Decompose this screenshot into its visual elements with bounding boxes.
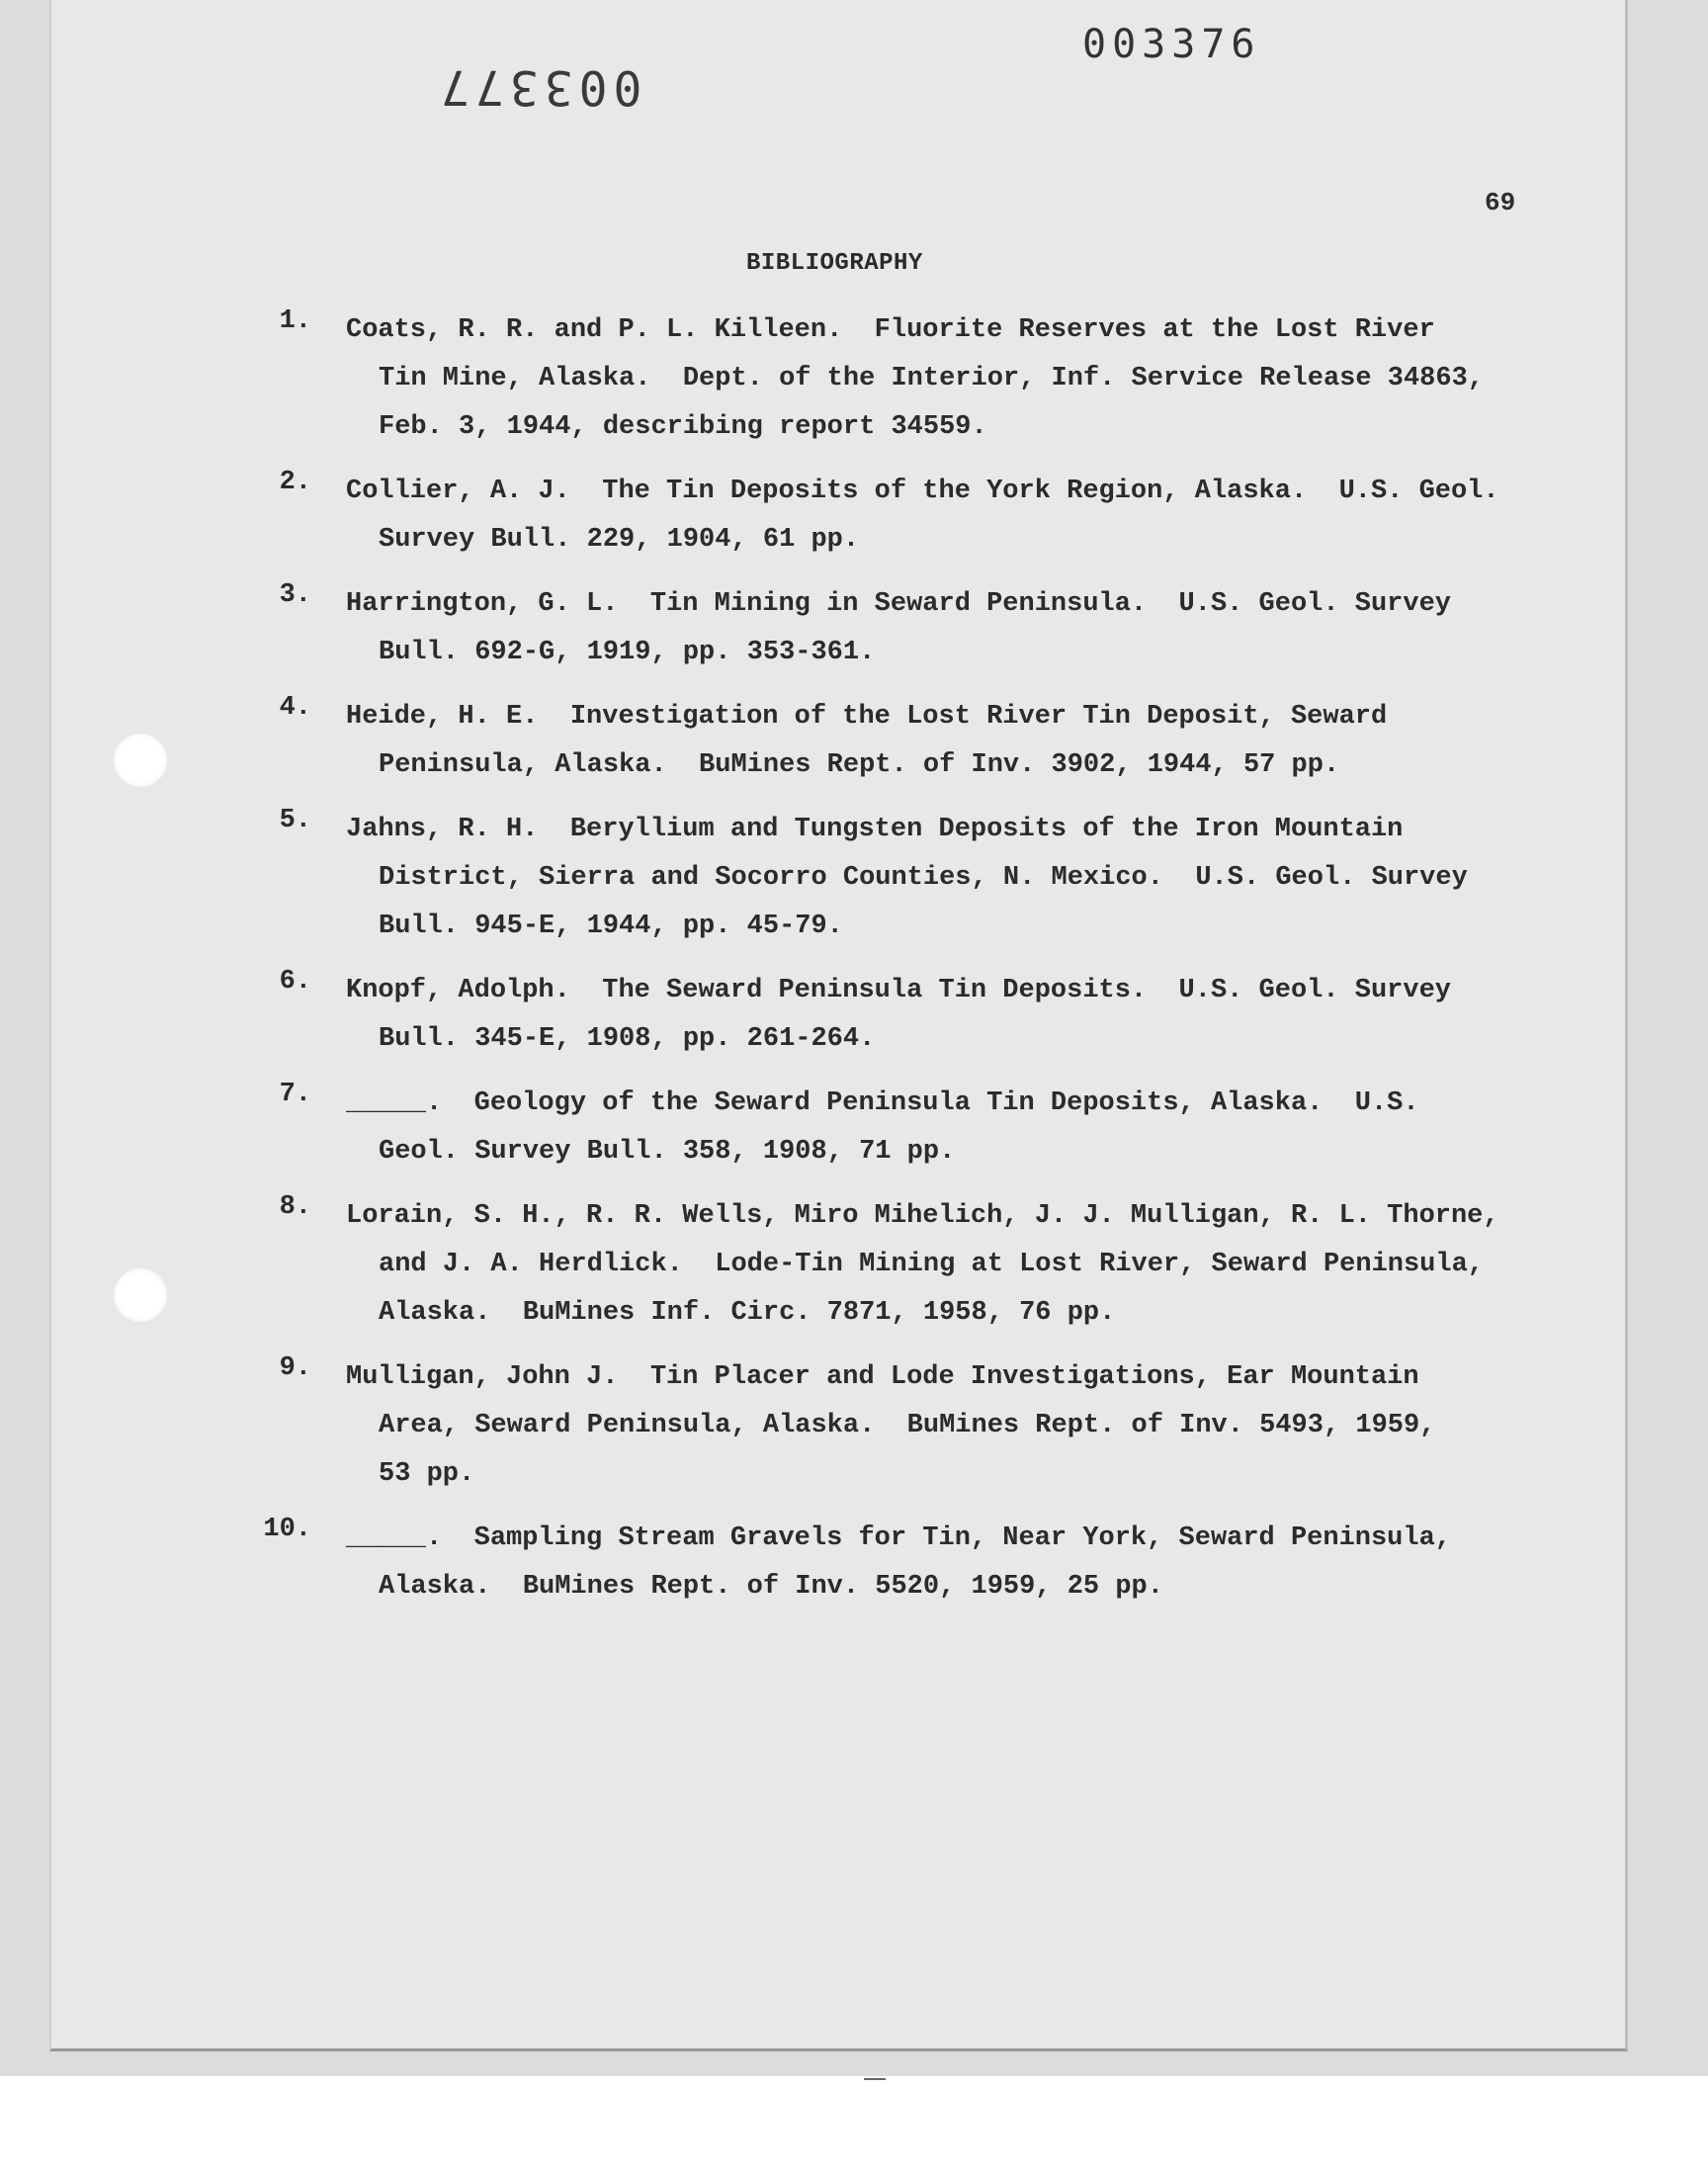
entry-number: 1. xyxy=(279,306,311,336)
entry-text xyxy=(346,580,1562,677)
entry-text xyxy=(346,806,1562,951)
bibliography-entry xyxy=(237,1353,1562,1499)
entry-line: _____. Sampling Stream Gravels for Tin, Near York, Seward Peninsula, xyxy=(346,1523,1451,1553)
entry-line: Bull. 345-E, 1908, pp. 261-264. xyxy=(379,1024,876,1054)
entry-line: Collier, A. J. The Tin Deposits of the York Region, Alaska. U.S. Geol. xyxy=(346,477,1499,506)
entry-line: Bull. 692-G, 1919, pp. 353-361. xyxy=(379,638,876,667)
document-id-stamp-inverted: 003377 xyxy=(435,59,642,115)
entry-text xyxy=(346,1192,1562,1338)
entry-line: Heide, H. E. Investigation of the Lost River Tin Deposit, Seward xyxy=(346,702,1388,732)
entry-number: 2. xyxy=(279,468,311,497)
entry-line: Knopf, Adolph. The Seward Peninsula Tin Deposits. U.S. Geol. Survey xyxy=(346,976,1451,1005)
bibliography-entry xyxy=(237,306,1562,452)
entry-text xyxy=(346,693,1562,790)
bibliography-list xyxy=(237,306,1562,1627)
entry-line: _____. Geology of the Seward Peninsula Tin Deposits, Alaska. U.S. xyxy=(346,1088,1419,1118)
entry-text xyxy=(346,1515,1562,1611)
bibliography-entry xyxy=(237,1515,1562,1611)
entry-number: 8. xyxy=(279,1192,311,1222)
entry-number: 3. xyxy=(279,580,311,610)
entry-line: Area, Seward Peninsula, Alaska. BuMines Rept. of Inv. 5493, 1959, xyxy=(379,1411,1436,1440)
document-id-stamp: 003376 xyxy=(1082,22,1261,67)
bibliography-entry xyxy=(237,967,1562,1064)
page-number: 69 xyxy=(1485,188,1516,218)
punch-hole xyxy=(114,734,167,787)
entry-line: 53 pp. xyxy=(379,1459,475,1489)
entry-text xyxy=(346,468,1562,565)
bibliography-entry xyxy=(237,693,1562,790)
entry-line: Harrington, G. L. Tin Mining in Seward Peninsula. U.S. Geol. Survey xyxy=(346,589,1451,619)
entry-line: Alaska. BuMines Rept. of Inv. 5520, 1959, 25 pp. xyxy=(379,1572,1163,1602)
entry-line: Lorain, S. H., R. R. Wells, Miro Mihelich, J. J. Mulligan, R. L. Thorne, xyxy=(346,1201,1499,1231)
entry-number: 6. xyxy=(279,967,311,997)
bibliography-entry xyxy=(237,1192,1562,1338)
bibliography-entry xyxy=(237,806,1562,951)
entry-line: Coats, R. R. and P. L. Killeen. Fluorite Reserves at the Lost River xyxy=(346,315,1435,345)
entry-line: Peninsula, Alaska. BuMines Rept. of Inv. 3902, 1944, 57 pp. xyxy=(379,750,1340,780)
entry-text xyxy=(346,1353,1562,1499)
entry-line: Feb. 3, 1944, describing report 34559. xyxy=(379,412,987,442)
entry-number: 10. xyxy=(263,1515,311,1544)
bibliography-entry xyxy=(237,580,1562,677)
entry-line: District, Sierra and Socorro Counties, N. Mexico. U.S. Geol. Survey xyxy=(379,863,1468,893)
entry-line: and J. A. Herdlick. Lode-Tin Mining at Lost River, Seward Peninsula, xyxy=(379,1250,1484,1279)
entry-number: 4. xyxy=(279,693,311,723)
entry-text xyxy=(346,1080,1562,1176)
entry-number: 7. xyxy=(279,1080,311,1109)
entry-text xyxy=(346,967,1562,1064)
bibliography-entry xyxy=(237,1080,1562,1176)
entry-line: Alaska. BuMines Inf. Circ. 7871, 1958, 76 pp. xyxy=(379,1298,1116,1328)
page-title: BIBLIOGRAPHY xyxy=(746,250,923,277)
entry-text xyxy=(346,306,1562,452)
entry-number: 9. xyxy=(279,1353,311,1383)
entry-number: 5. xyxy=(279,806,311,835)
punch-hole xyxy=(114,1268,167,1322)
entry-line: Survey Bull. 229, 1904, 61 pp. xyxy=(379,525,860,555)
footer-mark xyxy=(864,2078,886,2080)
entry-line: Mulligan, John J. Tin Placer and Lode Investigations, Ear Mountain xyxy=(346,1362,1419,1392)
entry-line: Bull. 945-E, 1944, pp. 45-79. xyxy=(379,912,843,941)
entry-line: Jahns, R. H. Beryllium and Tungsten Deposits of the Iron Mountain xyxy=(346,815,1404,844)
entry-line: Geol. Survey Bull. 358, 1908, 71 pp. xyxy=(379,1137,956,1167)
bibliography-entry xyxy=(237,468,1562,565)
entry-line: Tin Mine, Alaska. Dept. of the Interior, Inf. Service Release 34863, xyxy=(379,364,1484,393)
